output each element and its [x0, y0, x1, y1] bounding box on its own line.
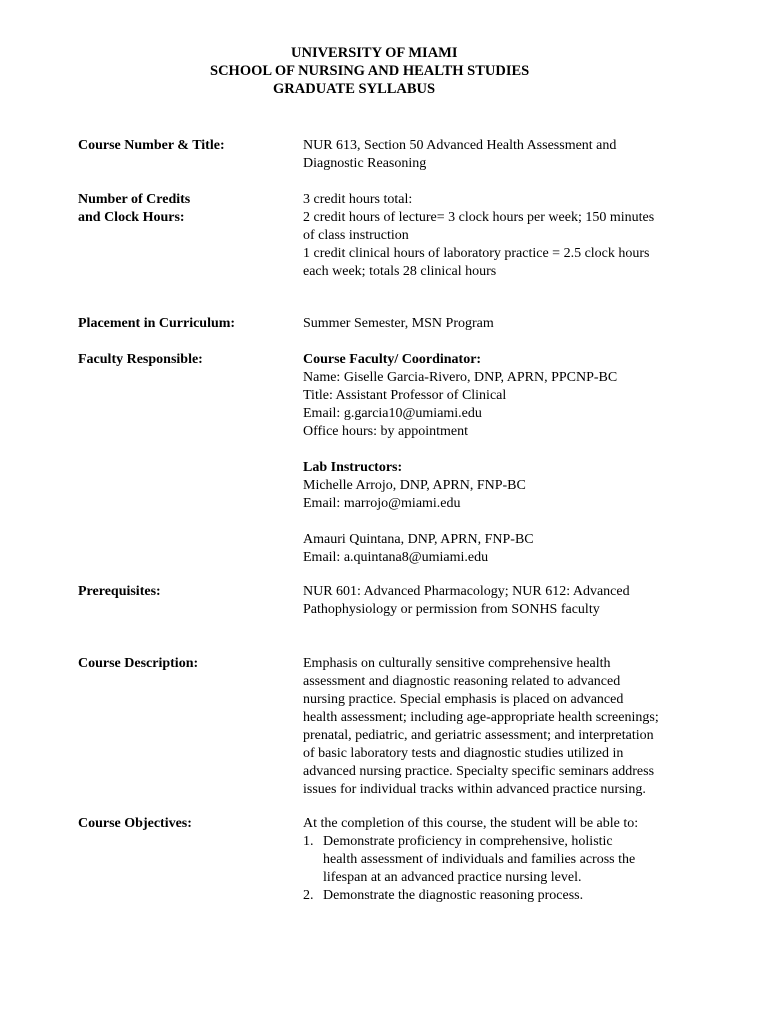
description-line: assessment and diagnostic reasoning related to advanced — [303, 674, 621, 689]
credits-line: 2 credit hours of lecture= 3 clock hours per week; 150 minutes — [303, 210, 655, 225]
placement-label: Placement in Curriculum: — [78, 316, 236, 331]
course-number-line: NUR 613, Section 50 Advanced Health Assessment and — [303, 138, 617, 153]
objective-number: 2. — [303, 888, 314, 903]
objective-line: health assessment of individuals and families across the — [323, 852, 636, 867]
faculty-label: Faculty Responsible: — [78, 352, 203, 367]
description-line: advanced nursing practice. Specialty specific seminars address — [303, 764, 655, 779]
school-name: SCHOOL OF NURSING AND HEALTH STUDIES — [210, 63, 530, 79]
coordinator-line: Title: Assistant Professor of Clinical — [303, 388, 507, 403]
credits-label-line: and Clock Hours: — [78, 210, 185, 225]
objective-item — [303, 887, 703, 905]
credits-value — [303, 191, 703, 281]
credits-label — [78, 191, 190, 227]
objective-number: 1. — [303, 834, 314, 849]
coordinator-line: Name: Giselle Garcia-Rivero, DNP, APRN, PPCNP-BC — [303, 370, 618, 385]
prerequisites-line: NUR 601: Advanced Pharmacology; NUR 612: Advanced — [303, 584, 630, 599]
faculty-value — [303, 351, 703, 567]
credits-line: 3 credit hours total: — [303, 192, 413, 207]
prerequisites-line: Pathophysiology or permission from SONHS faculty — [303, 602, 600, 617]
course-number-value — [303, 137, 703, 173]
description-line: Emphasis on culturally sensitive comprehensive health — [303, 656, 611, 671]
lab-instructor-line: Michelle Arrojo, DNP, APRN, FNP-BC — [303, 478, 526, 493]
credits-line: of class instruction — [303, 228, 409, 243]
description-line: nursing practice. Special emphasis is placed on advanced — [303, 692, 624, 707]
description-line: issues for individual tracks within advanced practice nursing. — [303, 782, 646, 797]
coordinator-line: Office hours: by appointment — [303, 424, 468, 439]
lab-instructor-line: Amauri Quintana, DNP, APRN, FNP-BC — [303, 532, 534, 547]
description-label: Course Description: — [78, 656, 199, 671]
university-name: UNIVERSITY OF MIAMI — [291, 45, 458, 61]
lab-instructors-heading: Lab Instructors: — [303, 460, 403, 475]
credits-line: each week; totals 28 clinical hours — [303, 264, 497, 279]
description-line: of basic laboratory tests and diagnostic studies utilized in — [303, 746, 624, 761]
objective-item — [303, 833, 703, 887]
description-line: prenatal, pediatric, and geriatric assessment; and interpretation — [303, 728, 654, 743]
description-line: health assessment; including age-appropriate health screenings; — [303, 710, 659, 725]
description-value — [303, 655, 703, 799]
course-number-label: Course Number & Title: — [78, 138, 225, 153]
placement-line: Summer Semester, MSN Program — [303, 316, 494, 331]
syllabus-title: GRADUATE SYLLABUS — [273, 81, 436, 97]
coordinator-heading: Course Faculty/ Coordinator: — [303, 352, 482, 367]
objective-line: Demonstrate the diagnostic reasoning process. — [323, 888, 584, 903]
objectives-value — [303, 815, 703, 905]
lab-instructor-line: Email: marrojo@miami.edu — [303, 496, 461, 511]
course-number-line: Diagnostic Reasoning — [303, 156, 427, 171]
prerequisites-value — [303, 583, 703, 619]
credits-line: 1 credit clinical hours of laboratory practice = 2.5 clock hours — [303, 246, 650, 261]
placement-value — [303, 315, 703, 333]
objective-line: Demonstrate proficiency in comprehensive, holistic — [323, 834, 613, 849]
coordinator-line: Email: g.garcia10@umiami.edu — [303, 406, 482, 421]
objectives-intro: At the completion of this course, the student will be able to: — [303, 816, 639, 831]
objectives-label: Course Objectives: — [78, 816, 192, 831]
credits-label-line: Number of Credits — [78, 192, 191, 207]
prerequisites-label: Prerequisites: — [78, 584, 161, 599]
objective-line: lifespan at an advanced practice nursing level. — [323, 870, 582, 885]
lab-instructor-line: Email: a.quintana8@umiami.edu — [303, 550, 489, 565]
